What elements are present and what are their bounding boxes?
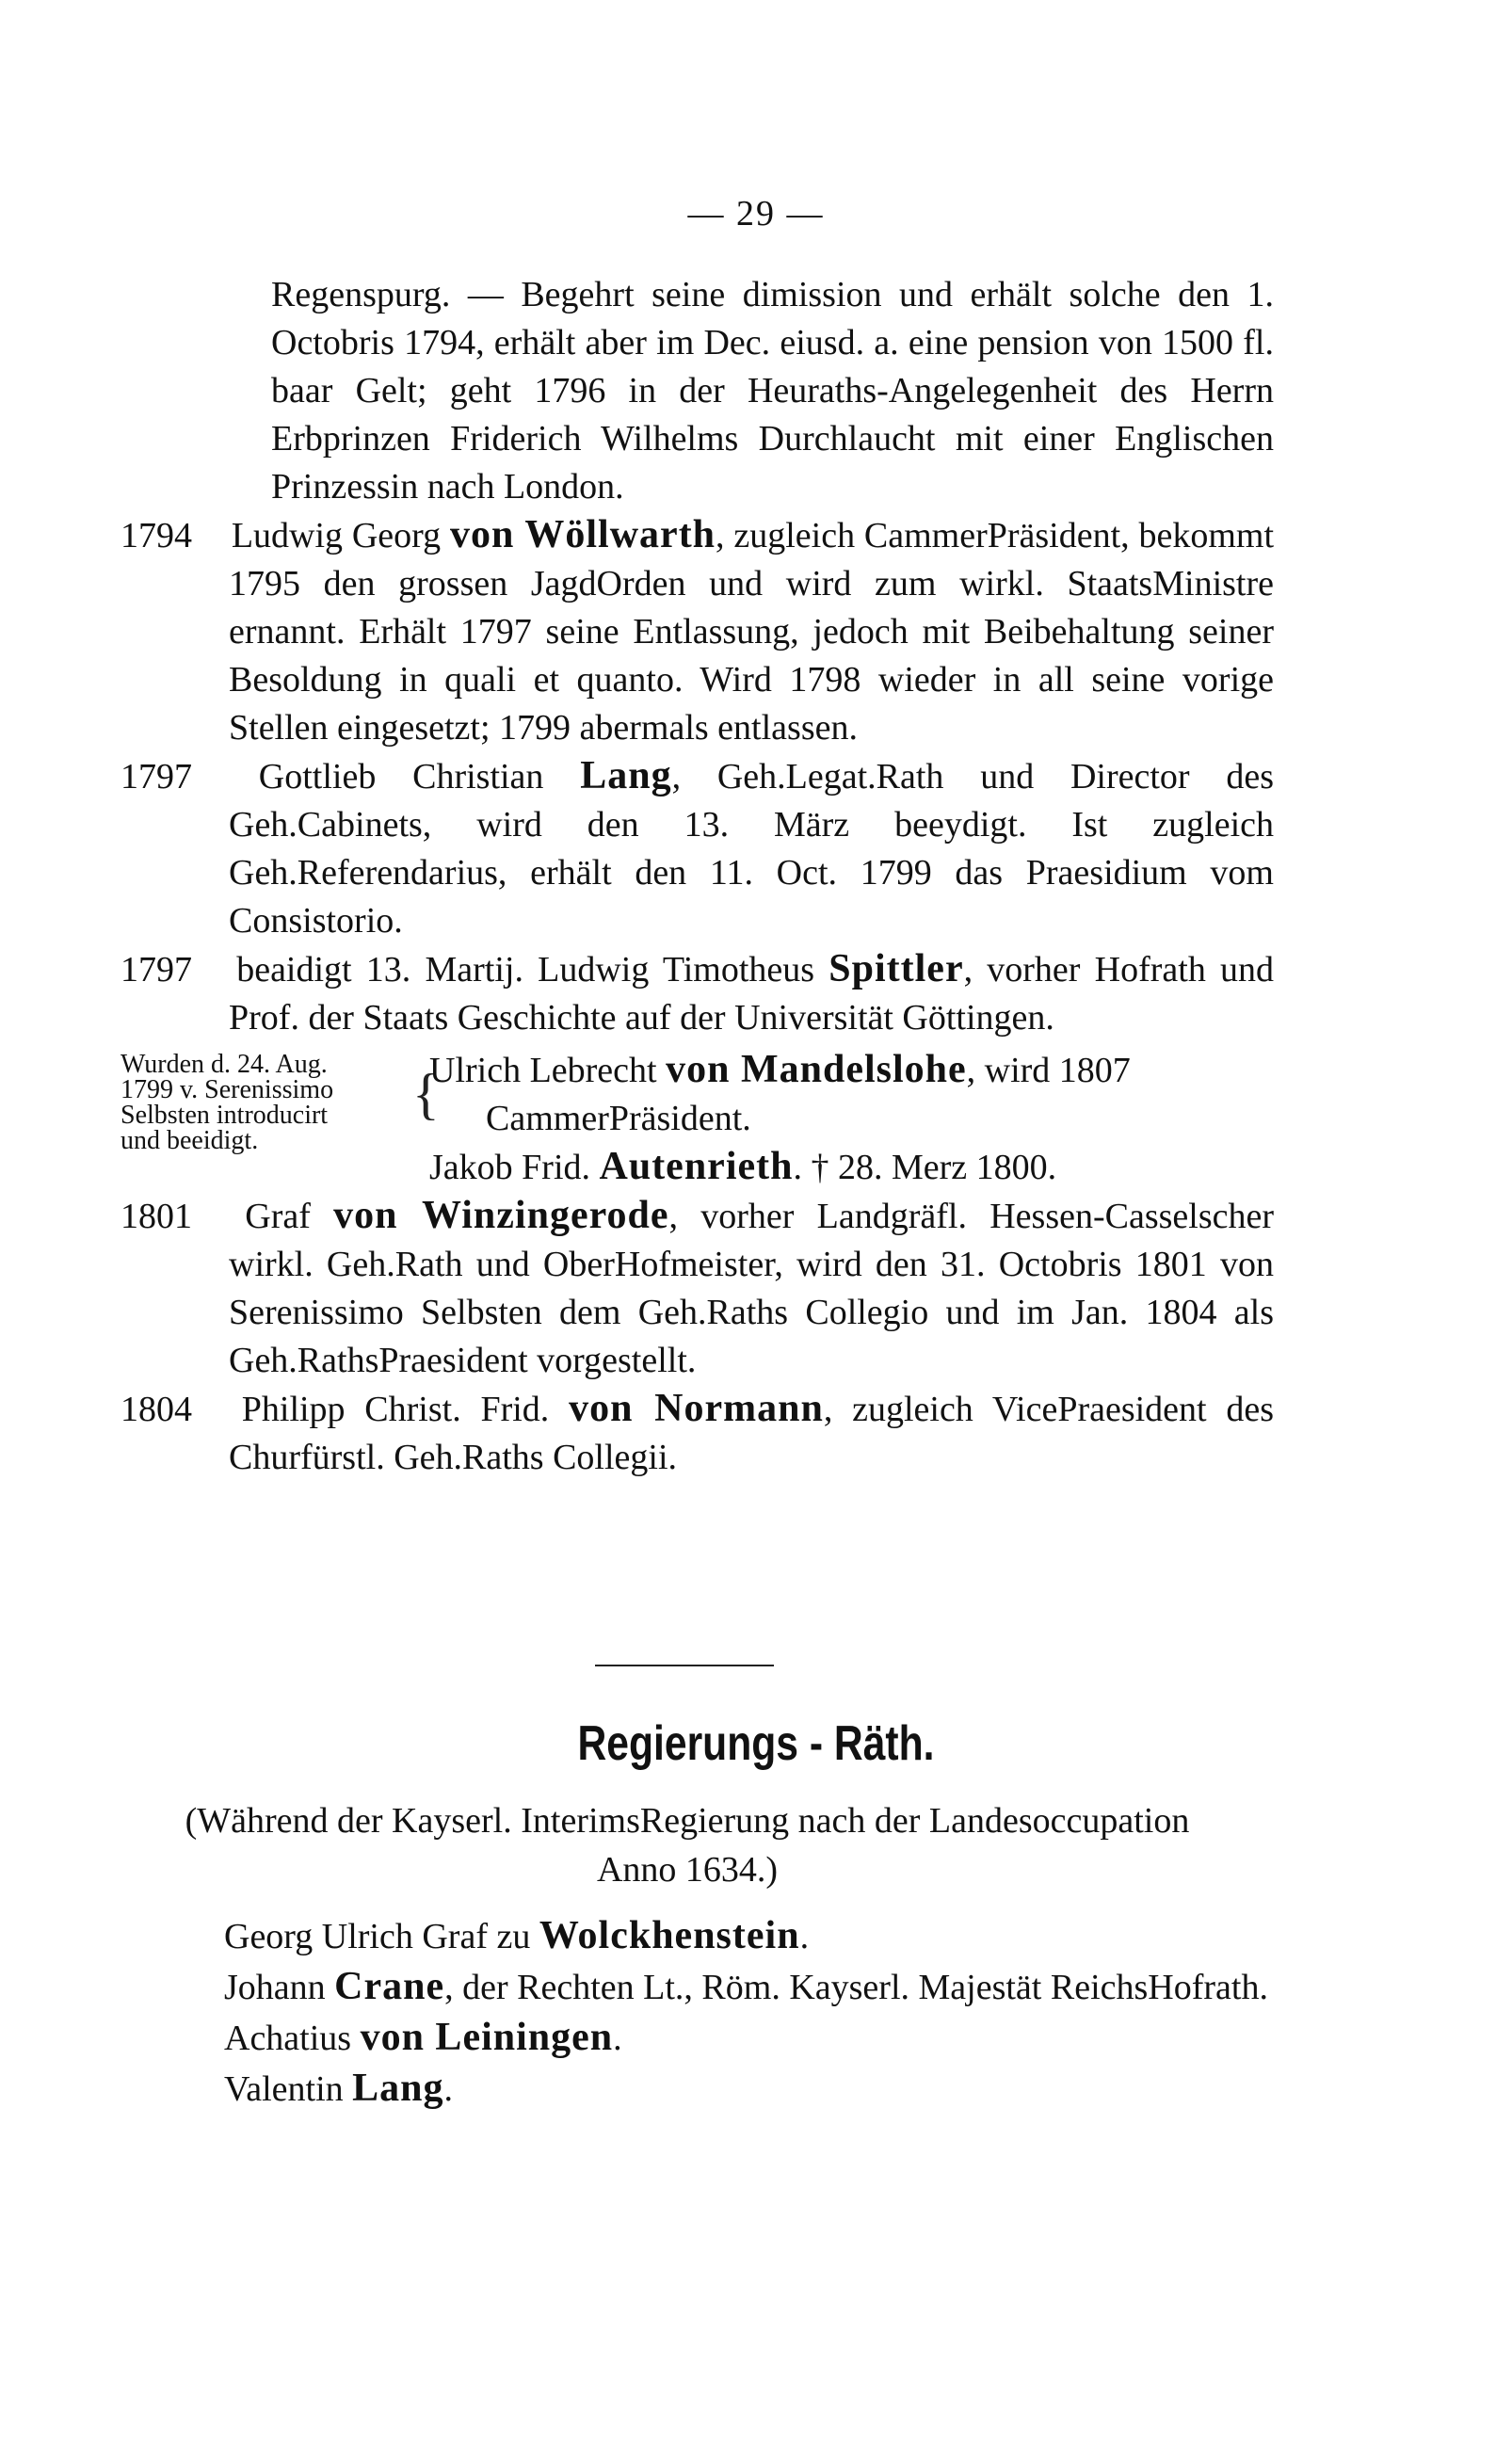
side-entries <box>429 1046 1274 1192</box>
entry-name: Spittler <box>828 947 964 990</box>
line-pre: Jakob Frid. <box>429 1148 590 1187</box>
entry-post: , zugleich CammerPräsident, bekommt 1795 den grossen JagdOrden und wird zum wirkl. StaatsMinistre ernannt. Erhält 1797 seine Entlassung, jedoch mit Beibehaltung seiner Besoldung in quali et quanto. Wird 1798 wieder in all seine vorige Stellen eingesetzt; 1799 abermals entlassen. <box>229 516 1275 748</box>
entry-year: 1794 <box>121 516 192 555</box>
entry-post: , vorher Hofrath und Prof. der Staats Geschichte auf der Universität Göttingen. <box>229 950 1275 1038</box>
brace-glyph: { <box>412 1063 440 1125</box>
mandelslohe-line <box>429 1046 1274 1095</box>
entry-year: 1804 <box>121 1390 192 1429</box>
entry-1804 <box>121 1385 1274 1482</box>
item-post: . <box>613 2019 622 2058</box>
item-name: Wolckhenstein <box>539 1914 800 1957</box>
item-name: von Leiningen <box>360 2016 614 2059</box>
entry-post: , vorher Landgräfl. Hessen-Casselscher wirkl. Geh.Rath und OberHofmeister, wird den 31. Octobris 1801 von Serenissimo Selbsten dem Geh.Raths Collegio und im Jan. 1804 als Geh.RathsPraesident vorgestellt. <box>229 1197 1275 1380</box>
regierungs-raeth-list <box>224 1911 1279 2115</box>
margin-note: Wurden d. 24. Aug. 1799 v. Serenissimo Selbsten introducirt und beeidigt. <box>121 1050 334 1155</box>
entry-name: von Wöllwarth <box>449 513 716 556</box>
page-number: — 29 — <box>687 194 825 233</box>
intro-paragraph: Regenspurg. — Begehrt seine dimission und erhält solche den 1. Octobris 1794, erhält aber im Dec. eiusd. a. eine pension von 1500 fl. baar Gelt; geht 1796 in der Heuraths-Angelegenheit des Herrn Erbprinzen Friderich Wilhelms Durchlaucht mit einer Englischen Prinzessin nach London. <box>271 275 1274 507</box>
section-divider <box>595 1665 774 1666</box>
entry-name: Autenrieth <box>599 1145 794 1188</box>
list-item <box>224 2013 1279 2064</box>
item-pre: Achatius <box>224 2019 352 2058</box>
side-note-block <box>121 1046 1274 1192</box>
line-post: , wird 1807 <box>966 1051 1131 1090</box>
list-item <box>224 2064 1279 2115</box>
line-pre: Ulrich Lebrecht <box>429 1051 657 1090</box>
line-post: . † 28. Merz 1800. <box>793 1148 1057 1187</box>
item-post: . <box>443 2069 454 2109</box>
entry-1797-lang <box>121 752 1274 945</box>
entry-post: , Geh.Legat.Rath und Director des Geh.Cabinets, wird den 13. März beeydigt. Ist zugleich Geh.Referendarius, erhält den 11. Oct. 1799 das Praesidium vom Consistorio. <box>229 757 1275 941</box>
item-post: , der Rechten Lt., Röm. Kayserl. Majestät ReichsHofrath. <box>444 1968 1268 2007</box>
entry-pre: Ludwig Georg <box>231 516 442 555</box>
list-item <box>224 1962 1279 2013</box>
entry-pre: Philipp Christ. Frid. <box>241 1390 550 1429</box>
item-name: Lang <box>352 2067 444 2110</box>
entry-pre: Gottlieb Christian <box>258 757 544 797</box>
entry-pre: Graf <box>245 1197 311 1236</box>
body-text <box>121 271 1274 1482</box>
entry-year: 1801 <box>121 1197 192 1236</box>
autenrieth-line <box>429 1143 1274 1192</box>
entry-name: von Mandelslohe <box>666 1048 967 1091</box>
entry-1797-spittler <box>121 945 1274 1042</box>
section-subheading: (Während der Kayserl. InterimsRegierung nach der Landesoccupation Anno 1634.) <box>185 1801 1190 1890</box>
entry-1794 <box>121 511 1274 752</box>
entry-post: , zugleich VicePraesident des Churfürstl. Geh.Raths Collegii. <box>229 1390 1275 1477</box>
entry-pre: beaidigt 13. Martij. Ludwig Timotheus <box>236 950 815 990</box>
list-item <box>224 1911 1279 1962</box>
item-pre: Valentin <box>224 2069 344 2109</box>
entry-1801 <box>121 1192 1274 1385</box>
entry-name: von Winzingerode <box>333 1194 669 1237</box>
section-heading: Regierungs - Räth. <box>577 1716 935 1771</box>
entry-name: Lang <box>580 754 672 797</box>
item-post: . <box>799 1917 810 1956</box>
entry-year: 1797 <box>121 950 192 990</box>
entry-name: von Normann <box>569 1387 824 1430</box>
cammerpraesident-line: CammerPräsident. <box>486 1099 751 1138</box>
item-pre: Johann <box>224 1968 326 2007</box>
item-pre: Georg Ulrich Graf zu <box>224 1917 531 1956</box>
item-name: Crane <box>334 1965 445 2008</box>
entry-year: 1797 <box>121 757 192 797</box>
